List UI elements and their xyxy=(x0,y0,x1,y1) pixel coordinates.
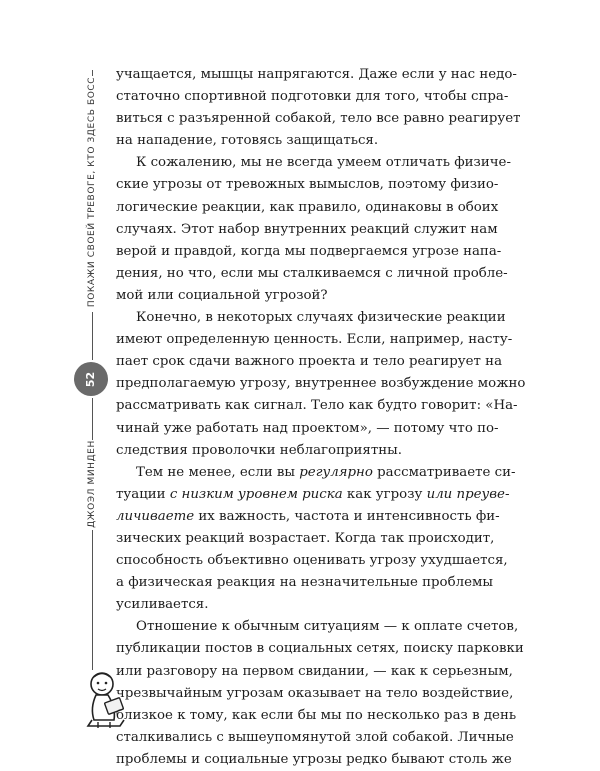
text-line: дения, но что, если мы сталкиваемся с личной пробле- xyxy=(116,265,508,281)
text-line: ские угрозы от тревожных вымыслов, поэтому физио- xyxy=(116,177,499,193)
text-line: Тем не менее, если вы регулярно рассматриваете си- xyxy=(136,464,516,480)
text-line: статочно спортивной подготовки для того, чтобы спра- xyxy=(116,89,509,105)
emphasis-text: регулярно xyxy=(299,464,373,480)
spine-rule-lower xyxy=(92,530,93,670)
text-line: предполагаемую угрозу, внутреннее возбуждение можно xyxy=(116,376,526,392)
text-line: публикации постов в социальных сетях, поиску парковки xyxy=(116,641,524,657)
text-line: виться с разъяренной собакой, тело все равно реагирует xyxy=(116,111,521,127)
emphasis-text: личиваете xyxy=(116,508,195,524)
text-line: на нападение, готовясь защищаться. xyxy=(116,133,379,149)
paragraph-5 xyxy=(116,616,524,771)
emphasis-text: или xyxy=(426,486,453,502)
text-line: или разговору на первом свидании, — как к серьезным, xyxy=(116,663,513,679)
paragraph-3 xyxy=(116,307,526,462)
paragraph-1 xyxy=(116,64,521,152)
page-number-badge: 52 xyxy=(74,362,108,396)
text-line: мой или социальной угрозой? xyxy=(116,287,328,303)
page-body xyxy=(116,64,526,771)
text-line: личиваете их важность, частота и интенсивность фи- xyxy=(116,508,500,524)
text-line: рассматривать как сигнал. Тело как будто говорит: «На- xyxy=(116,398,518,414)
text-line: имеют определенную ценность. Если, например, насту- xyxy=(116,332,513,348)
text-line: К сожалению, мы не всегда умеем отличать физиче- xyxy=(136,155,511,171)
text-line: туации с низким уровнем риска как угрозу или преуве- xyxy=(116,486,510,502)
text-line: следствия проволочки неблагоприятны. xyxy=(116,442,402,458)
paragraph-4 xyxy=(116,462,516,617)
text-line: случаях. Этот набор внутренних реакций служит нам xyxy=(116,221,498,237)
text-line: учащается, мышцы напрягаются. Даже если у нас недо- xyxy=(116,67,517,82)
text-line: логические реакции, как правило, одинаковы в обоих xyxy=(116,199,499,215)
text-line: усиливается. xyxy=(116,597,209,613)
text-line: Конечно, в некоторых случаях физические реакции xyxy=(136,310,506,326)
text-line: проблемы и социальные угрозы редко бывают столь же xyxy=(116,751,512,767)
emphasis-text: преуве- xyxy=(452,486,510,502)
text-line: близкое к тому, как если бы мы по несколько раз в день xyxy=(116,707,517,723)
text-line: Отношение к обычным ситуациям — к оплате счетов, xyxy=(136,619,519,635)
paragraph-2 xyxy=(116,152,511,307)
spine-rule-upper xyxy=(92,312,93,360)
text-line: чрезвычайным угрозам оказывает на тело воздействие, xyxy=(116,685,514,701)
spine-rule-middle xyxy=(92,398,93,440)
emphasis-text: с низким уровнем риска xyxy=(169,486,343,502)
text-line: чинай уже работать над проектом», — потому что по- xyxy=(116,420,499,436)
text-line: верой и правдой, когда мы подвергаемся угрозе напа- xyxy=(116,243,502,259)
text-line: пает срок сдачи важного проекта и тело реагирует на xyxy=(116,354,503,370)
text-line: сталкивались с вышеупомянутой злой собакой. Личные xyxy=(116,729,514,745)
text-line: способность объективно оценивать угрозу ухудшается, xyxy=(116,553,508,569)
text-line: зических реакций возрастает. Когда так происходит, xyxy=(116,530,495,546)
spine-rule-top xyxy=(92,70,93,76)
text-line: а физическая реакция на незначительные проблемы xyxy=(116,575,493,591)
